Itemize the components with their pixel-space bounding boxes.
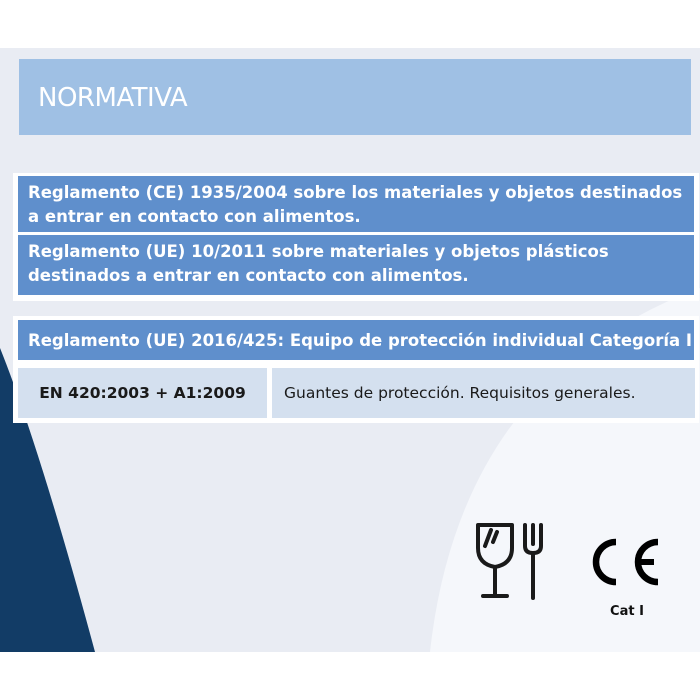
- glass-fork-icon: [475, 522, 547, 602]
- regulation-row-ce-1935-2004: Reglamento (CE) 1935/2004 sobre los materiales y objetos destinados a entrar en contacto con alimentos.: [18, 176, 694, 232]
- regulation-row-ue-10-2011: Reglamento (UE) 10/2011 sobre materiales y objetos plásticos destinados a entrar en contacto con alimentos.: [18, 235, 694, 295]
- slide: [0, 48, 700, 652]
- standard-code-cell: EN 420:2003 + A1:2009: [18, 368, 267, 418]
- ce-category-label: Cat I: [610, 604, 644, 619]
- ppe-regulation-heading: Reglamento (UE) 2016/425: Equipo de protección individual Categoría I: [18, 320, 694, 360]
- ce-mark-icon: [583, 534, 663, 590]
- standard-description-cell: Guantes de protección. Requisitos generales.: [272, 368, 695, 418]
- page-title: NORMATIVA: [38, 83, 188, 113]
- section-header: [19, 59, 691, 135]
- ppe-regulation-table: [13, 316, 699, 423]
- food-contact-regulations-table: [13, 173, 699, 301]
